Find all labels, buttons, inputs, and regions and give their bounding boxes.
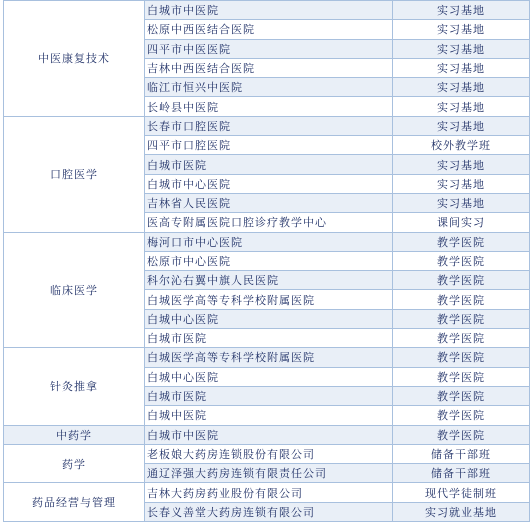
type-cell: 教学医院 — [393, 329, 530, 348]
base-cell: 白城市医院 — [145, 155, 393, 174]
table-row — [4, 1, 530, 20]
table-row — [4, 232, 530, 251]
type-cell: 教学医院 — [393, 251, 530, 270]
base-cell: 白城中医院 — [145, 406, 393, 425]
base-cell: 科尔沁右翼中旗人民医院 — [145, 271, 393, 290]
base-cell: 长岭县中医院 — [145, 97, 393, 116]
table-row — [4, 116, 530, 135]
base-cell: 白城医学高等专科学校附属医院 — [145, 348, 393, 367]
base-cell: 松原中西医结合医院 — [145, 20, 393, 39]
base-cell: 白城中心医院 — [145, 309, 393, 328]
type-cell: 实习基地 — [393, 97, 530, 116]
major-cell: 中药学 — [4, 425, 145, 444]
type-cell: 教学医院 — [393, 425, 530, 444]
major-cell: 药学 — [4, 444, 145, 483]
table-row — [4, 348, 530, 367]
type-cell: 课间实习 — [393, 213, 530, 232]
type-cell: 储备干部班 — [393, 464, 530, 483]
type-cell: 实习基地 — [393, 20, 530, 39]
type-cell: 教学医院 — [393, 290, 530, 309]
type-cell: 教学医院 — [393, 271, 530, 290]
practice-base-table-wrapper — [3, 0, 528, 522]
type-cell: 实习就业基地 — [393, 502, 530, 521]
base-cell: 白城市中心医院 — [145, 174, 393, 193]
type-cell: 教学医院 — [393, 406, 530, 425]
table-row — [4, 444, 530, 463]
type-cell: 现代学徒制班 — [393, 483, 530, 502]
type-cell: 实习基地 — [393, 1, 530, 20]
type-cell: 实习基地 — [393, 58, 530, 77]
type-cell: 实习基地 — [393, 193, 530, 212]
base-cell: 白城市中医院 — [145, 425, 393, 444]
table-row — [4, 425, 530, 444]
base-cell: 四平市中医医院 — [145, 39, 393, 58]
type-cell: 实习基地 — [393, 39, 530, 58]
practice-base-table — [3, 0, 530, 522]
base-cell: 老板娘大药房连锁股份有限公司 — [145, 444, 393, 463]
type-cell: 实习基地 — [393, 155, 530, 174]
base-cell: 白城医学高等专科学校附属医院 — [145, 290, 393, 309]
base-cell: 吉林大药房药业股份有限公司 — [145, 483, 393, 502]
type-cell: 实习基地 — [393, 78, 530, 97]
base-cell: 四平市口腔医院 — [145, 136, 393, 155]
major-cell: 针灸推拿 — [4, 348, 145, 425]
base-cell: 长春市口腔医院 — [145, 116, 393, 135]
base-cell: 白城中心医院 — [145, 367, 393, 386]
base-cell: 长春义善堂大药房连锁有限公司 — [145, 502, 393, 521]
type-cell: 储备干部班 — [393, 444, 530, 463]
table-body — [4, 1, 530, 522]
type-cell: 教学医院 — [393, 232, 530, 251]
base-cell: 梅河口市中心医院 — [145, 232, 393, 251]
type-cell: 教学医院 — [393, 386, 530, 405]
base-cell: 白城市中医院 — [145, 1, 393, 20]
base-cell: 吉林中西医结合医院 — [145, 58, 393, 77]
base-cell: 通辽泽强大药房连锁有限责任公司 — [145, 464, 393, 483]
base-cell: 白城市医院 — [145, 386, 393, 405]
base-cell: 医高专附属医院口腔诊疗教学中心 — [145, 213, 393, 232]
major-cell: 药品经营与管理 — [4, 483, 145, 522]
major-cell: 口腔医学 — [4, 116, 145, 232]
type-cell: 教学医院 — [393, 309, 530, 328]
type-cell: 实习基地 — [393, 174, 530, 193]
base-cell: 松原市中心医院 — [145, 251, 393, 270]
base-cell: 吉林省人民医院 — [145, 193, 393, 212]
type-cell: 实习基地 — [393, 116, 530, 135]
type-cell: 教学医院 — [393, 367, 530, 386]
major-cell: 临床医学 — [4, 232, 145, 348]
type-cell: 校外教学班 — [393, 136, 530, 155]
major-cell: 中医康复技术 — [4, 1, 145, 117]
base-cell: 临江市恒兴中医院 — [145, 78, 393, 97]
table-row — [4, 483, 530, 502]
base-cell: 白城市医院 — [145, 329, 393, 348]
type-cell: 教学医院 — [393, 348, 530, 367]
